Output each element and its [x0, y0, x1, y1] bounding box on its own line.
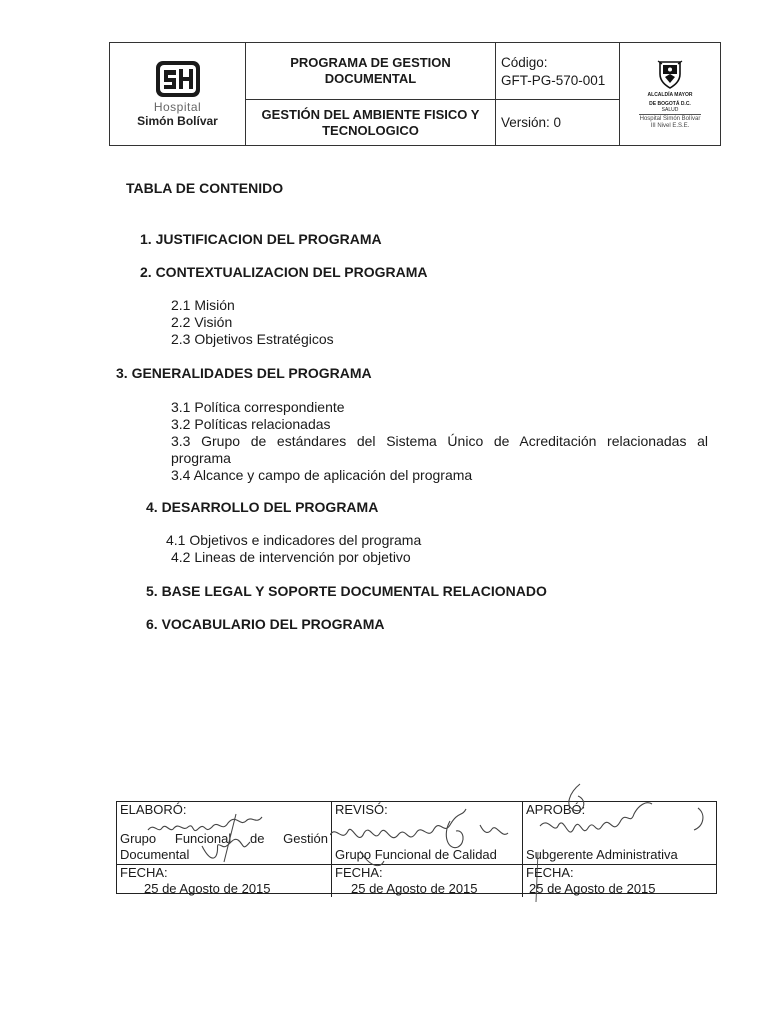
hospital-logo-cell: [110, 43, 246, 145]
seal-divider: [639, 114, 701, 115]
elaboro-date: 25 de Agosto de 2015: [144, 881, 271, 896]
logo-text-hospital: Hospital: [153, 100, 202, 114]
elaboro-cell: [117, 802, 332, 865]
toc-section-3: 3. GENERALIDADES DEL PROGRAMA: [116, 365, 372, 381]
toc-item: 4.1 Objetivos e indicadores del programa: [166, 532, 422, 548]
fecha-label: FECHA:: [335, 865, 383, 880]
seal-text-alcaldia: ALCALDÍA MAYOR: [647, 91, 693, 98]
aprobo-responsible: Subgerente Administrativa: [526, 847, 678, 862]
seal-text-salud: SALUD: [661, 106, 679, 113]
toc-item: 3.4 Alcance y campo de aplicación del programa: [171, 467, 473, 483]
logo-text-name: Simón Bolívar: [137, 114, 218, 128]
fecha-label: FECHA:: [120, 865, 168, 880]
reviso-date-cell: [332, 865, 523, 897]
reviso-date: 25 de Agosto de 2015: [351, 881, 478, 896]
bogota-coat-of-arms-icon: [657, 59, 683, 89]
document-code: [496, 43, 620, 100]
reviso-cell: [332, 802, 523, 865]
program-title: PROGRAMA DE GESTION DOCUMENTAL: [246, 43, 496, 100]
aprobo-cell: [523, 802, 716, 865]
toc-item-continued: programa: [171, 450, 231, 466]
toc-section-4-items: [166, 532, 421, 566]
toc-section-3-items: [171, 399, 708, 484]
code-label: Código:: [501, 55, 548, 70]
hospital-logo-icon: [155, 60, 201, 98]
toc-section-2: 2. CONTEXTUALIZACION DEL PROGRAMA: [140, 264, 428, 280]
elaboro-group-continued: Documental: [120, 847, 190, 862]
toc-section-6: 6. VOCABULARIO DEL PROGRAMA: [146, 616, 385, 632]
reviso-responsible: Grupo Funcional de Calidad: [335, 847, 497, 862]
document-header-table: [109, 42, 721, 146]
seal-text-nivel: III Nivel E.S.E.: [650, 122, 690, 129]
toc-item: 4.2 Lineas de intervención por objetivo: [171, 549, 411, 565]
approval-signature-table: [116, 801, 717, 894]
toc-title: TABLA DE CONTENIDO: [126, 180, 284, 196]
elaboro-label: ELABORÓ:: [120, 802, 187, 817]
seal-text-hospital: Hospital Simón Bolívar: [639, 115, 701, 122]
alcaldia-seal-cell: [620, 43, 720, 145]
aprobo-date: 25 de Agosto de 2015: [529, 881, 656, 896]
aprobo-date-cell: [523, 865, 716, 897]
elaboro-date-cell: [117, 865, 332, 897]
toc-item: 2.2 Visión: [171, 314, 233, 330]
document-version: Versión: 0: [496, 100, 620, 145]
toc-section-4: 4. DESARROLLO DEL PROGRAMA: [146, 499, 379, 515]
fecha-label: FECHA:: [526, 865, 574, 880]
toc-section-5: 5. BASE LEGAL Y SOPORTE DOCUMENTAL RELACIONADO: [146, 583, 547, 599]
toc-item: 3.1 Política correspondiente: [171, 399, 345, 415]
toc-item: 2.1 Misión: [171, 297, 235, 313]
toc-item: 2.3 Objetivos Estratégicos: [171, 331, 334, 347]
toc-section-2-items: [171, 297, 334, 348]
code-value: GFT-PG-570-001: [501, 73, 606, 88]
reviso-label: REVISÓ:: [335, 802, 388, 817]
elaboro-group: Grupo Funcional de Gestión: [120, 831, 328, 846]
toc-item: 3.3 Grupo de estándares del Sistema Único de Acreditación relacionadas al: [171, 433, 708, 449]
toc-section-1: 1. JUSTIFICACION DEL PROGRAMA: [140, 231, 382, 247]
aprobo-label: APROBÓ:: [526, 802, 586, 817]
section-title: GESTIÓN DEL AMBIENTE FISICO Y TECNOLOGICO: [246, 100, 496, 145]
seal-text-bogota: DE BOGOTÁ D.C.: [649, 100, 691, 107]
toc-item: 3.2 Políticas relacionadas: [171, 416, 331, 432]
elaboro-responsible: [120, 831, 328, 863]
